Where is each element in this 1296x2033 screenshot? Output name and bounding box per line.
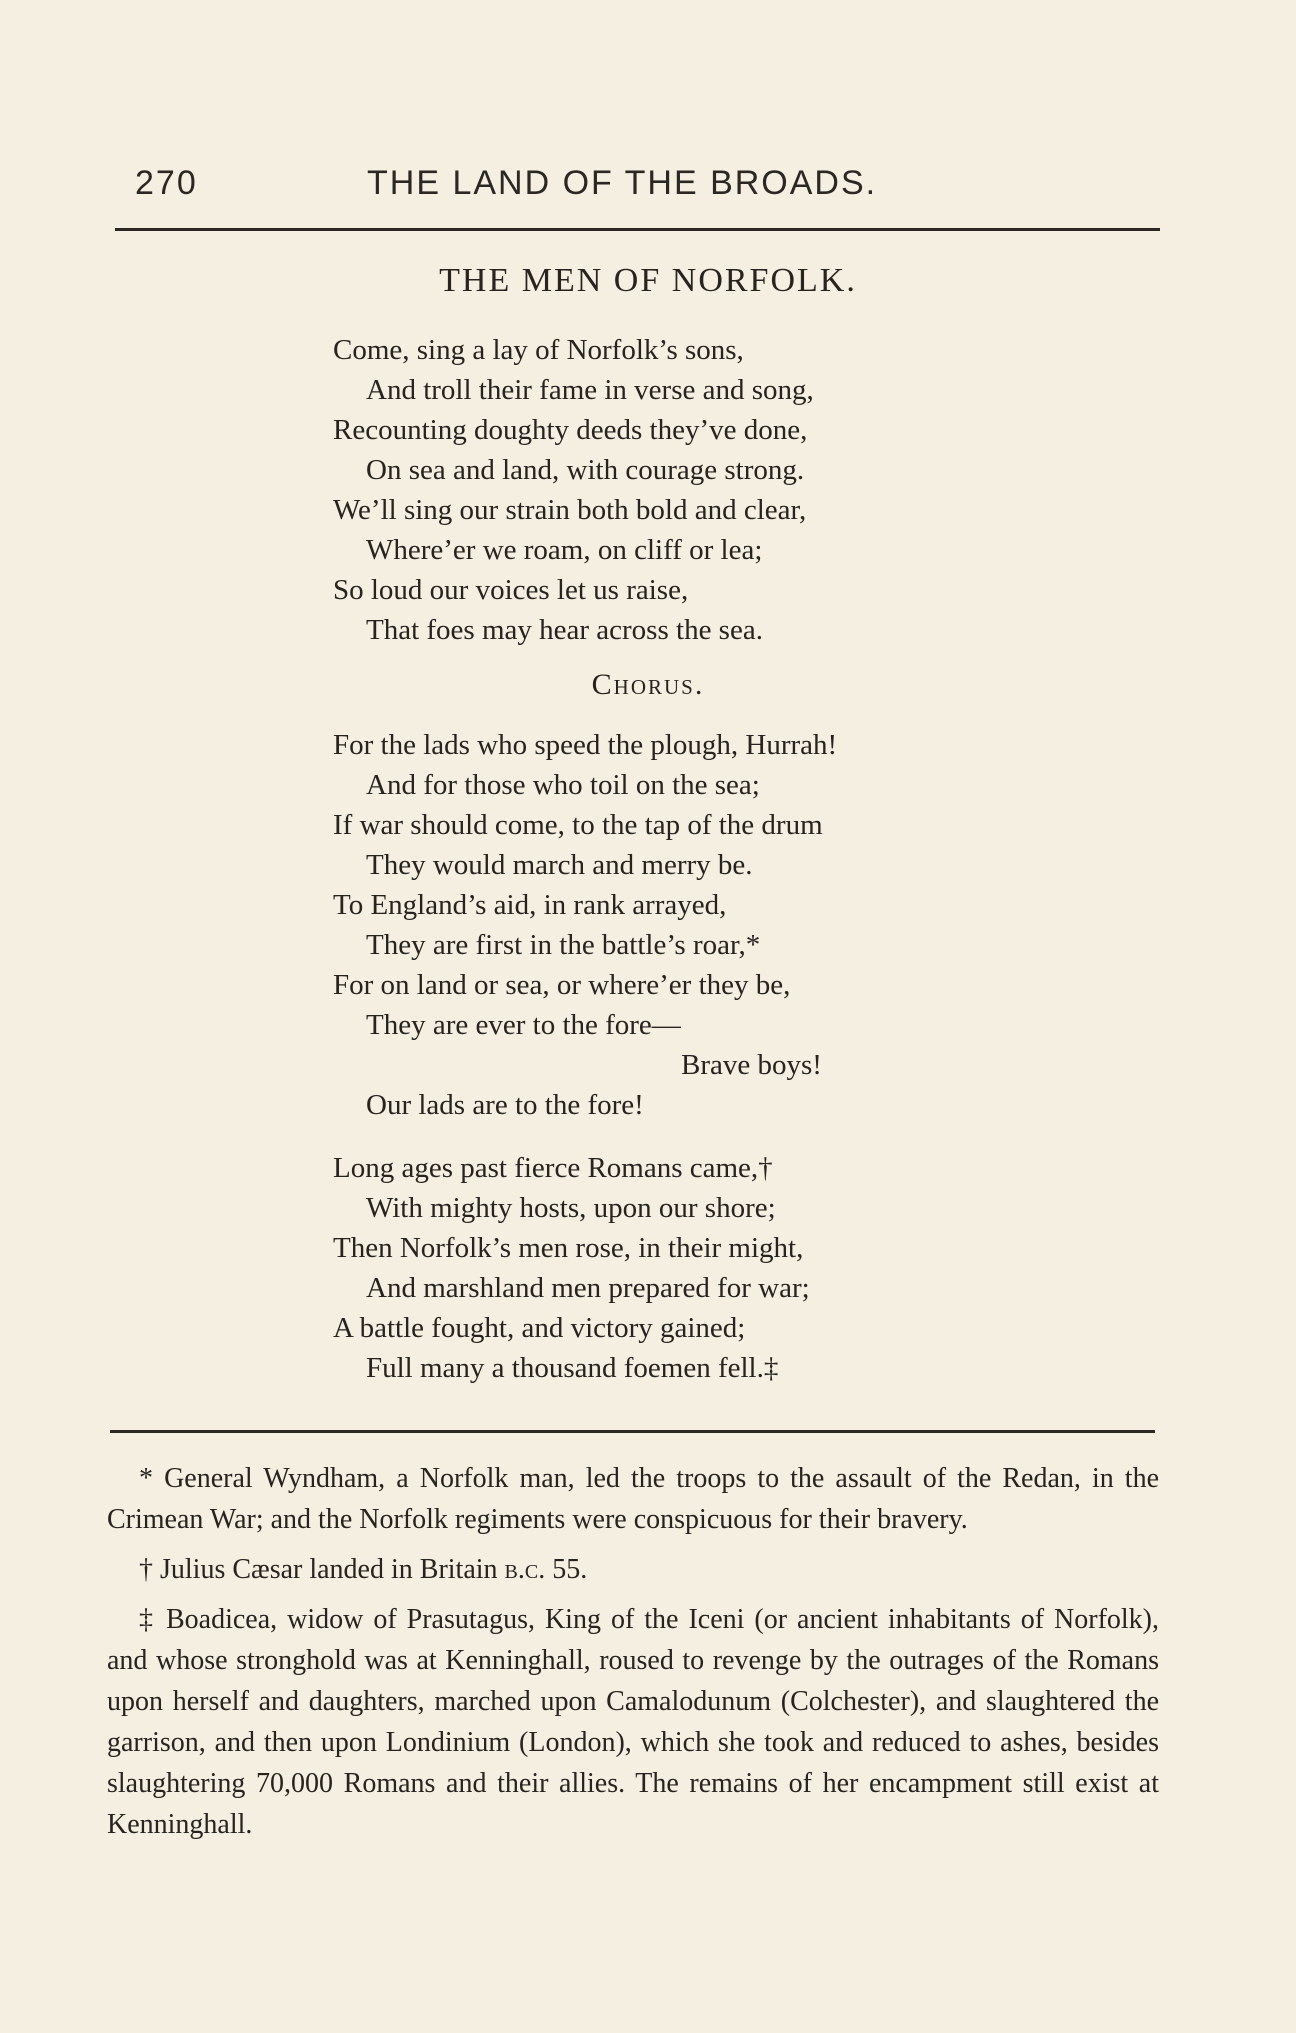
footnote-1: [107, 1458, 1159, 1540]
poem-line: To England’s aid, in rank arrayed,: [333, 889, 727, 921]
chorus-stanza: [333, 725, 837, 1125]
poem-line: And marshland men prepared for war;: [366, 1272, 810, 1304]
poem-line: They are ever to the fore—: [366, 1009, 681, 1041]
footnote-text-part: † Julius Cæsar landed in Britain: [139, 1554, 505, 1585]
header-rule: [115, 228, 1160, 231]
poem-line: For the lads who speed the plough, Hurrah!: [333, 729, 838, 761]
running-title: THE LAND OF THE BROADS.: [367, 164, 878, 202]
poem-line: A battle fought, and victory gained;: [333, 1312, 746, 1344]
stanza-1: [333, 330, 814, 650]
poem-line: Our lads are to the fore!: [366, 1089, 644, 1121]
poem-line: That foes may hear across the sea.: [366, 614, 763, 646]
poem-line: Where’er we roam, on cliff or lea;: [366, 534, 763, 566]
poem-title: THE MEN OF NORFOLK.: [439, 262, 857, 299]
poem-line: For on land or sea, or where’er they be,: [333, 969, 791, 1001]
poem-line: They are first in the battle’s roar,*: [366, 929, 761, 961]
poem-line: We’ll sing our strain both bold and clear,: [333, 494, 807, 526]
poem-line: Come, sing a lay of Norfolk’s sons,: [333, 334, 744, 366]
footnote-3: [107, 1599, 1159, 1845]
poem-line: And for those who toil on the sea;: [366, 769, 760, 801]
footnote-era: b.c.: [504, 1554, 546, 1585]
chorus-heading: Chorus.: [591, 668, 705, 701]
poem-line: On sea and land, with courage strong.: [366, 454, 805, 486]
footnote-text-part: 55.: [545, 1554, 588, 1585]
poem-line: With mighty hosts, upon our shore;: [366, 1192, 776, 1224]
page-number: 270: [135, 164, 198, 202]
footnote-2: [107, 1549, 1159, 1590]
stanza-2: [333, 1148, 810, 1388]
poem-line: They would march and merry be.: [366, 849, 753, 881]
poem-line: Brave boys!: [681, 1049, 822, 1081]
page-header: [115, 158, 1160, 208]
poem-line: Then Norfolk’s men rose, in their might,: [333, 1232, 804, 1264]
poem-line: Recounting doughty deeds they’ve done,: [333, 414, 808, 446]
poem-line: And troll their fame in verse and song,: [366, 374, 814, 406]
poem-line: Long ages past fierce Romans came,†: [333, 1152, 773, 1184]
footnote-text: [107, 1549, 1159, 1590]
poem-line: So loud our voices let us raise,: [333, 574, 689, 606]
poem-line: Full many a thousand foemen fell.‡: [366, 1352, 779, 1384]
footnote-rule: [110, 1430, 1155, 1433]
footnotes: [107, 1458, 1159, 1854]
footnote-text: ‡ Boadicea, widow of Prasutagus, King of the Iceni (or ancient inhabitants of Norfolk), and whose stronghold was at Kenninghall, roused to revenge by the outrages of the Romans upon herself and daughters, marched upon Camalodunum (Colchester), and slaughtered the garrison, and then upon Londinium (London), which she took and reduced to ashes, besides slaughtering 70,000 Romans and their allies. The remains of her encampment still exist at Kenninghall.: [107, 1604, 1159, 1840]
poem-line: If war should come, to the tap of the drum: [333, 809, 823, 841]
footnote-text: * General Wyndham, a Norfolk man, led the troops to the assault of the Redan, in the Crimean War; and the Norfolk regiments were conspicuous for their bravery.: [107, 1463, 1159, 1535]
